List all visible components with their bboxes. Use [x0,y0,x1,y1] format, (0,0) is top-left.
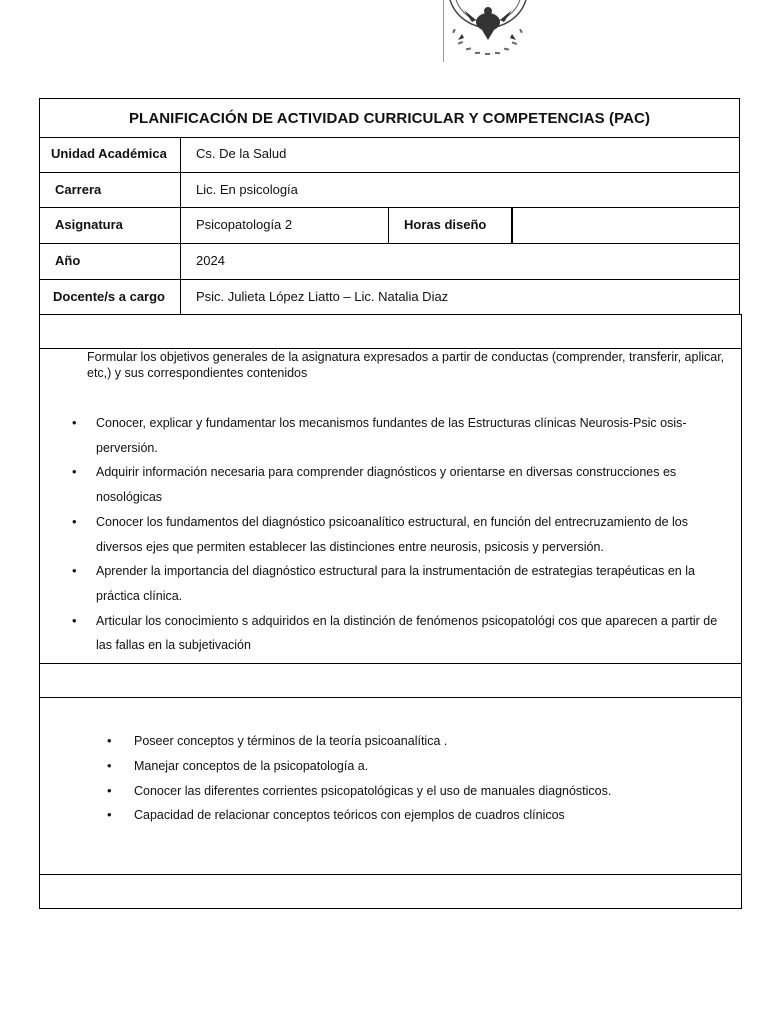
column-divider [180,244,181,279]
bullet: • [72,563,77,579]
column-divider [180,280,181,314]
objectives-header-row [39,314,742,349]
column-divider [180,138,181,172]
list-item [107,729,707,754]
competency-text: Poseer conceptos y términos de la teoría psicoanalítica . [134,734,448,748]
bullet: • [72,464,77,480]
list-item [72,460,732,509]
asignatura-value: Psicopatología 2 [196,217,293,232]
list-item [107,779,707,804]
list-item [72,559,732,608]
bullet: • [107,757,112,773]
row-carrera [39,173,740,208]
carrera-label: Carrera [55,182,102,197]
competency-text: Capacidad de relacionar conceptos teóricos con ejemplos de cuadros clínicos [134,808,565,823]
list-item [72,510,732,559]
row-unidad-academica [39,138,740,173]
objective-text: Articular los conocimiento s adquiridos en la distinción de fenómenos psicopatológi cos que aparecen a partir de las fallas en la subjetivación [96,613,718,653]
university-seal-logo [442,0,532,64]
asignatura-label: Asignatura [55,217,123,232]
objective-text: Conocer los fundamentos del diagnóstico psicoanalítico estructural, en función del entrecruzamiento de los diversos ejes que permiten establecer las distinciones entre neurosis, psicosis y perversión. [96,514,689,554]
anio-value: 2024 [196,253,225,268]
row-asignatura [39,208,740,244]
competency-text: Manejar conceptos de la psicopatología a. [134,758,369,773]
objectives-list [72,411,732,658]
column-divider [180,208,181,243]
objective-text: Aprender la importancia del diagnóstico estructural para la instrumentación de estrategias terapéuticas en la práctica clínica. [96,564,695,603]
objective-text: Adquirir información necesaria para comprender diagnósticos y orientarse en diversas construcciones es nosológicas [96,465,677,505]
column-divider [388,208,389,243]
docente-value: Psic. Julieta López Liatto – Lic. Natalia Diaz [196,289,449,304]
competency-text: Conocer las diferentes corrientes psicopatológicas y el uso de manuales diagnósticos. [134,783,612,798]
bullet: • [107,807,112,823]
competencies-header-row [39,663,742,698]
list-item [72,609,732,658]
bullet: • [72,513,77,529]
row-docente [39,280,740,315]
row-anio [39,244,740,280]
unidad-label: Unidad Académica [51,146,167,161]
document-title: PLANIFICACIÓN DE ACTIVIDAD CURRICULAR Y COMPETENCIAS (PAC) [39,98,740,138]
list-item [107,803,707,828]
list-item [107,754,707,779]
objectives-intro: Formular los objetivos generales de la asignatura expresados a partir de conductas (comprender, transferir, aplicar, etc,) y sus correspondientes contenidos [87,350,725,380]
bullet: • [107,733,112,748]
competencies-list [107,729,707,828]
horas-diseno-label: Horas diseño [404,217,487,232]
anio-label: Año [55,253,81,268]
list-item [72,411,732,460]
bullet: • [72,415,77,430]
university-seal-icon [442,0,532,64]
objective-text: Conocer, explicar y fundamentar los mecanismos fundantes de las Estructuras clínicas Neurosis-Psic osis-perversión. [96,416,687,455]
unidad-value: Cs. De la Salud [196,146,287,161]
column-divider [511,208,513,243]
bullet: • [107,782,112,798]
trailing-row [39,874,742,909]
bullet: • [72,612,77,628]
docente-label: Docente/s a cargo [53,289,165,304]
carrera-value: Lic. En psicología [196,182,298,197]
column-divider [180,173,181,207]
